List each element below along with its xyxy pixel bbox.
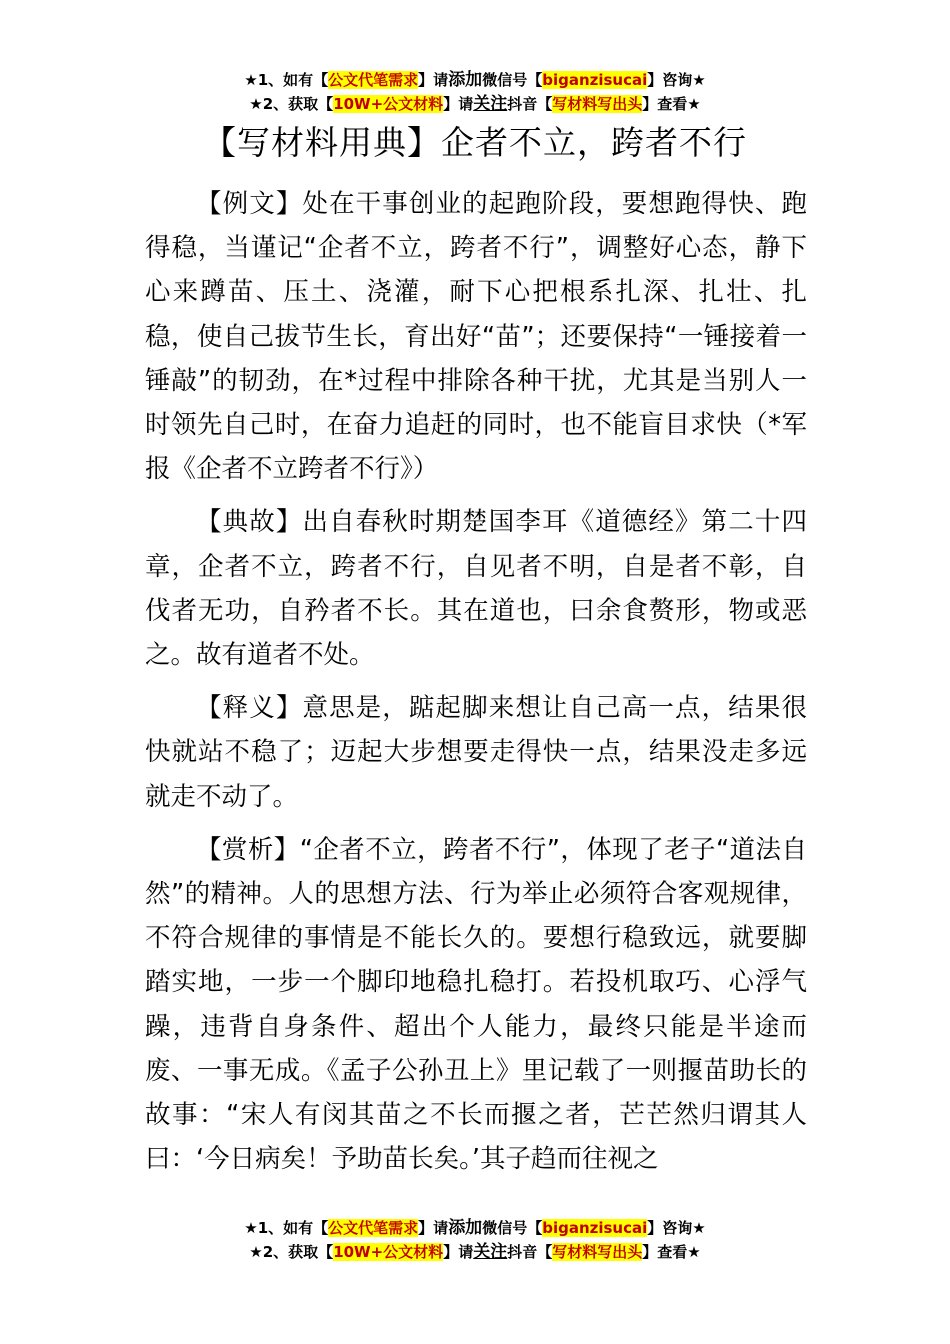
banner-text: ★2、获取【 bbox=[249, 95, 334, 113]
banner-line-2 bbox=[0, 92, 950, 116]
highlight-service: 公文代笔需求 bbox=[328, 1219, 419, 1237]
banner-text: ★2、获取【 bbox=[249, 1243, 334, 1261]
paragraph-allusion: 【典故】出自春秋时期楚国李耳《道德经》第二十四章，企者不立，跨者不行，自见者不明，自是者不彰，自伐者无功，自矜者不长。其在道也，曰余食赘形，物或恶之。故有道者不处。 bbox=[145, 507, 807, 671]
highlight-douyin-account: 写材料写出头 bbox=[552, 1243, 643, 1261]
banner-text: 】查看★ bbox=[642, 95, 701, 113]
highlight-service: 公文代笔需求 bbox=[328, 71, 419, 89]
paragraph-meaning: 【释义】意思是，踮起脚来想让自己高一点，结果很快就站不稳了；迈起大步想要走得快一点，结果没走多远就走不动了。 bbox=[145, 693, 807, 812]
banner-text: 】请 bbox=[443, 95, 474, 113]
highlight-materials: 10W+公文材料 bbox=[333, 1243, 444, 1261]
banner-text: 】请 bbox=[443, 1243, 474, 1261]
banner-text: 微信号【 bbox=[482, 71, 543, 89]
banner-emphasis: 添加 bbox=[448, 1218, 483, 1238]
highlight-douyin-account: 写材料写出头 bbox=[552, 95, 643, 113]
highlight-wechat-id: biganzisucai bbox=[542, 1219, 648, 1237]
banner-line-1 bbox=[0, 1216, 950, 1240]
banner-text: 抖音【 bbox=[507, 95, 553, 113]
banner-emphasis: 添加 bbox=[448, 70, 483, 90]
document-body bbox=[145, 182, 807, 1190]
banner-text: 】请 bbox=[418, 1219, 449, 1237]
highlight-wechat-id: biganzisucai bbox=[542, 71, 648, 89]
banner-text: 】请 bbox=[418, 71, 449, 89]
header-banner bbox=[0, 68, 950, 116]
banner-line-2 bbox=[0, 1240, 950, 1264]
banner-text: 】查看★ bbox=[642, 1243, 701, 1261]
document-title: 【写材料用典】企者不立，跨者不行 bbox=[203, 123, 747, 162]
banner-text: ★1、如有【 bbox=[244, 71, 329, 89]
banner-text: 微信号【 bbox=[482, 1219, 543, 1237]
banner-text: ★1、如有【 bbox=[244, 1219, 329, 1237]
banner-emphasis: 关注 bbox=[473, 1242, 508, 1262]
banner-emphasis: 关注 bbox=[473, 94, 508, 114]
paragraph-example: 【例文】处在干事创业的起跑阶段，要想跑得快、跑得稳，当谨记“企者不立，跨者不行”，调整好心态，静下心来蹲苗、压土、浇灌，耐下心把根系扎深、扎壮、扎稳，使自己拔节生长，育出好“苗”；还要保持“一锤接着一锤敲”的韧劲，在*过程中排除各种干扰，尤其是当别人一时领先自己时，在奋力追赶的同时，也不能盲目求快（*军报《企者不立跨者不行》） bbox=[145, 189, 807, 485]
banner-line-1 bbox=[0, 68, 950, 92]
banner-text: 抖音【 bbox=[507, 1243, 553, 1261]
banner-text: 】咨询★ bbox=[647, 1219, 706, 1237]
paragraph-appreciation: 【赏析】“企者不立，跨者不行”，体现了老子“道法自然”的精神。人的思想方法、行为举止必须符合客观规律，不符合规律的事情是不能长久的。要想行稳致远，就要脚踏实地，一步一个脚印地稳扎稳打。若投机取巧、心浮气躁，违背自身条件、超出个人能力，最终只能是半途而废、一事无成。《孟子公孙丑上》里记载了一则揠苗助长的故事：“宋人有闵其苗之不长而揠之者，芒芒然归谓其人曰：‘今日病矣！予助苗长矣。’其子趋而往视之 bbox=[145, 834, 807, 1175]
banner-text: 】咨询★ bbox=[647, 71, 706, 89]
highlight-materials: 10W+公文材料 bbox=[333, 95, 444, 113]
footer-banner bbox=[0, 1216, 950, 1264]
